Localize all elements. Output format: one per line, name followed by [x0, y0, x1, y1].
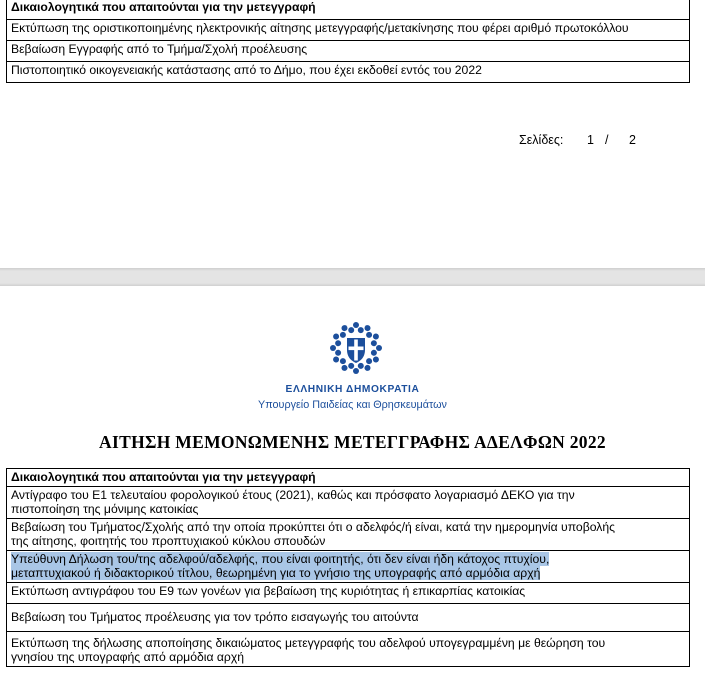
table-row [7, 603, 690, 631]
table-row [7, 62, 690, 83]
page-separator: / [605, 133, 609, 147]
text-selection-highlight[interactable]: μεταπτυχιακού ή διδακτορικού τίτλου, θεωρημένη για το γνήσιο της υπογραφής από αρμόδια αρχή [11, 566, 541, 580]
page-separator-gap [0, 268, 705, 286]
table-row [7, 486, 690, 518]
ministry-name: Υπουργείο Παιδείας και Θρησκευμάτων [258, 399, 447, 411]
page-total: 2 [629, 133, 636, 147]
document-title: ΑΙΤΗΣΗ ΜΕΜΟΝΩΜΕΝΗΣ ΜΕΤΕΓΓΡΑΦΗΣ ΑΔΕΛΦΩΝ 2022 [99, 432, 606, 452]
table-row [7, 20, 690, 41]
document-page-2 [0, 286, 705, 690]
government-name: ΕΛΛΗΝΙΚΗ ΔΗΜΟΚΡΑΤΙΑ [285, 384, 420, 395]
document-page-1 [0, 0, 705, 268]
table-row [7, 631, 690, 666]
requirement-cell [7, 631, 690, 666]
table-row [7, 550, 690, 582]
text-selection-highlight[interactable]: Υπεύθυνη Δήλωση του/της αδελφού/αδελφής, που είναι φοιτητής, ότι δεν είναι ήδη κάτοχος πτυχίου, [11, 551, 550, 566]
requirement-cell: Πιστοποιητικό οικογενειακής κατάστασης από το Δήμο, που έχει εκδοθεί εντός του 2022 [7, 62, 690, 83]
requirement-line: της αίτησης, φοιτητής του προπτυχιακού κύκλου σπουδών [11, 534, 326, 548]
table-header-row [7, 469, 690, 487]
requirement-line: Βεβαίωση του Τμήματος προέλευσης για τον τρόπο εισαγωγής του αιτούντα [11, 609, 419, 624]
requirement-cell [7, 486, 690, 518]
requirements-table [6, 468, 690, 667]
table-row [7, 41, 690, 62]
requirement-line: Αντίγραφο του Ε1 τελευταίου φορολογικού έτους (2021), καθώς και πρόσφατο λογαριασμό ΔΕΚΟ για την [11, 487, 575, 502]
greek-state-emblem-icon [330, 322, 382, 374]
table-header: Δικαιολογητικά που απαιτούνται για την μετεγγραφή [7, 469, 690, 487]
requirement-cell: Εκτύπωση αντιγράφου του Ε9 των γονέων για βεβαίωση της κυριότητας ή επικαρπίας κατοικίας [7, 582, 690, 603]
requirement-cell [7, 603, 690, 631]
requirements-table [6, 0, 690, 83]
requirement-cell [7, 518, 690, 550]
page-current: 1 [587, 133, 594, 147]
requirement-line: γνησίου της υπογραφής από αρμόδια αρχή [11, 650, 245, 664]
requirement-cell: Βεβαίωση Εγγραφής από το Τμήμα/Σχολή προέλευσης [7, 41, 690, 62]
table-header: Δικαιολογητικά που απαιτούνται για την μετεγγραφή [7, 0, 690, 20]
requirement-line: Εκτύπωση της δήλωσης αποποίησης δικαιώματος μετεγγραφής του αδελφού υπογεγραμμένη με θεώρηση του [11, 635, 606, 650]
requirement-line: πιστοποίηση της μόνιμης κατοικίας [11, 502, 199, 516]
requirement-cell: Εκτύπωση της οριστικοποιημένης ηλεκτρονικής αίτησης μετεγγραφής/μετακίνησης που φέρει αριθμό πρωτοκόλλου [7, 20, 690, 41]
page-counter-label: Σελίδες: [519, 133, 564, 147]
table-row [7, 582, 690, 603]
requirement-cell-highlighted [7, 550, 690, 582]
page-counter [519, 133, 636, 147]
table-header-row [7, 0, 690, 20]
table-row [7, 518, 690, 550]
requirement-line: Βεβαίωση του Τμήματος/Σχολής από την οποία προκύπτει ότι ο αδελφός/ή είναι, κατά την ημερομηνία υποβολής [11, 519, 616, 534]
